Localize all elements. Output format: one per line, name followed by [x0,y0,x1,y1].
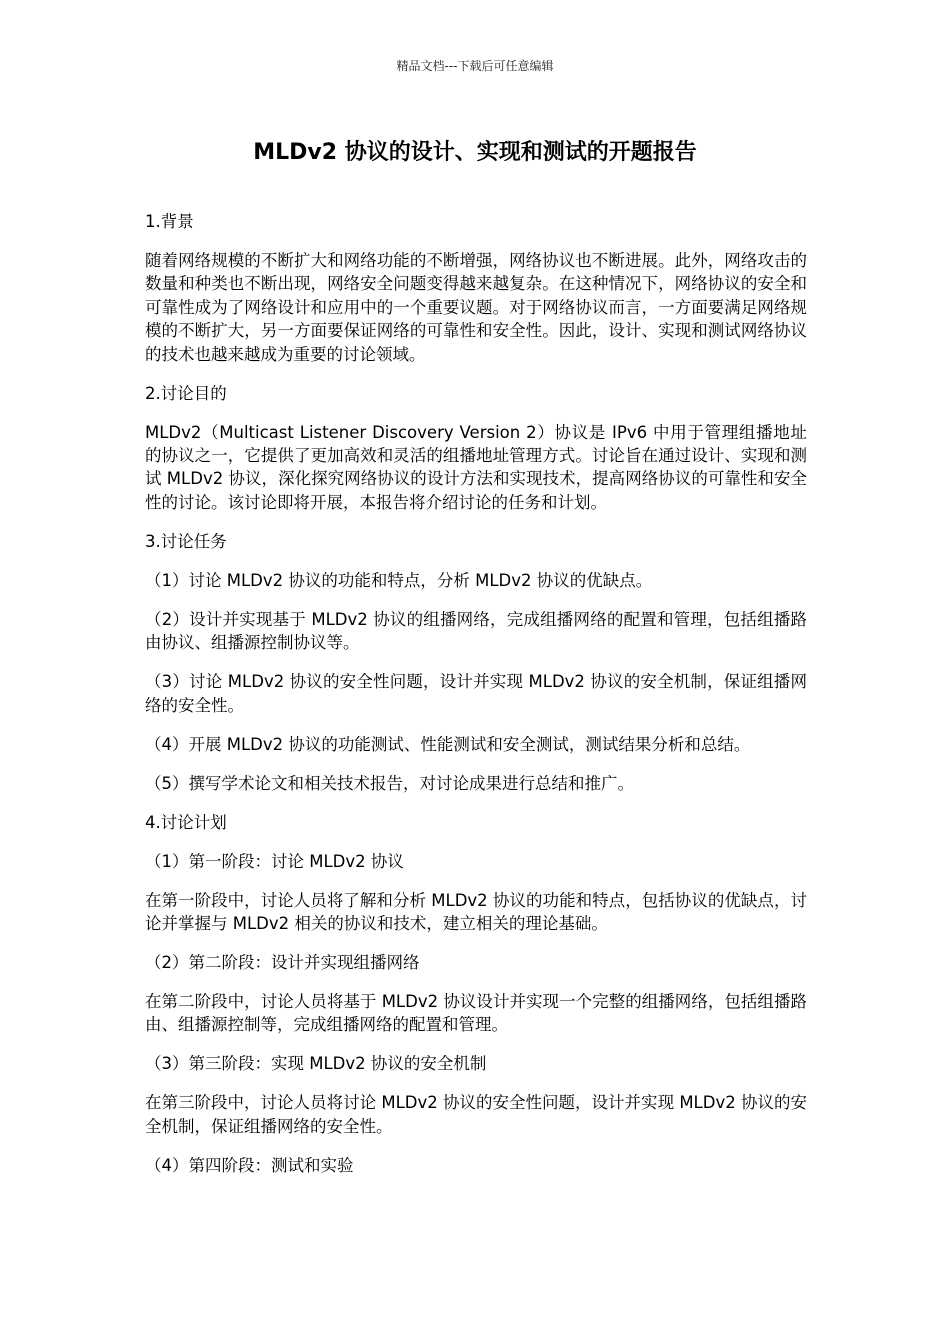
section-heading-plan: 4.讨论计划 [145,812,227,832]
paragraph-background: 随着网络规模的不断扩大和网络功能的不断增强，网络协议也不断进展。此外，网络攻击的数量和种类也不断出现，网络安全问题变得越来越复杂。在这种情况下，网络协议的安全和可靠性成为了网络设计和应用中的一个重要议题。对于网络协议而言，一方面要满足网络规模的不断扩大，另一方面要保证网络的可靠性和安全性。因此，设计、实现和测试网络协议的技术也越来越成为重要的讨论领域。 [145,251,807,364]
document-body [145,210,807,1193]
plan-stage-3-title: （3）第三阶段：实现 MLDv2 协议的安全机制 [145,1054,487,1074]
plan-stage-4-title: （4）第四阶段：测试和实验 [145,1155,354,1175]
section-heading-purpose: 2.讨论目的 [145,383,227,403]
task-item-5: （5）撰写学术论文和相关技术报告，对讨论成果进行总结和推广。 [145,773,634,793]
section-heading-tasks: 3.讨论任务 [145,531,227,551]
plan-stage-2-title: （2）第二阶段：设计并实现组播网络 [145,953,420,973]
paragraph-purpose: MLDv2（Multicast Listener Discovery Version 2）协议是 IPv6 中用于管理组播地址的协议之一，它提供了更加高效和灵活的组播地址管理方式。讨论旨在通过设计、实现和测试 MLDv2 协议，深化探究网络协议的设计方法和实现技术，提高网络协议的可靠性和安全性的讨论。该讨论即将开展，本报告将介绍讨论的任务和计划。 [145,422,807,512]
task-item-1: （1）讨论 MLDv2 协议的功能和特点，分析 MLDv2 协议的优缺点。 [145,570,653,590]
plan-stage-3-description: 在第三阶段中，讨论人员将讨论 MLDv2 协议的安全性问题，设计并实现 MLDv2 协议的安全机制，保证组播网络的安全性。 [145,1093,807,1136]
section-heading-background: 1.背景 [145,212,194,231]
plan-stage-1-description: 在第一阶段中，讨论人员将了解和分析 MLDv2 协议的功能和特点，包括协议的优缺点，讨论并掌握与 MLDv2 相关的协议和技术，建立相关的理论基础。 [145,890,807,934]
task-item-4: （4）开展 MLDv2 协议的功能测试、性能测试和安全测试，测试结果分析和总结。 [145,734,751,754]
document-title: MLDv2 协议的设计、实现和测试的开题报告 [253,140,697,165]
plan-stage-2-description: 在第二阶段中，讨论人员将基于 MLDv2 协议设计并实现一个完整的组播网络，包括组播路由、组播源控制等，完成组播网络的配置和管理。 [145,992,807,1035]
task-item-3: （3）讨论 MLDv2 协议的安全性问题，设计并实现 MLDv2 协议的安全机制，保证组播网络的安全性。 [145,672,807,715]
task-item-2: （2）设计并实现基于 MLDv2 协议的组播网络，完成组播网络的配置和管理，包括组播路由协议、组播源控制协议等。 [145,609,807,653]
plan-stage-1-title: （1）第一阶段：讨论 MLDv2 协议 [145,851,404,871]
page-watermark: 精品文档---下载后可任意编辑 [396,59,554,73]
